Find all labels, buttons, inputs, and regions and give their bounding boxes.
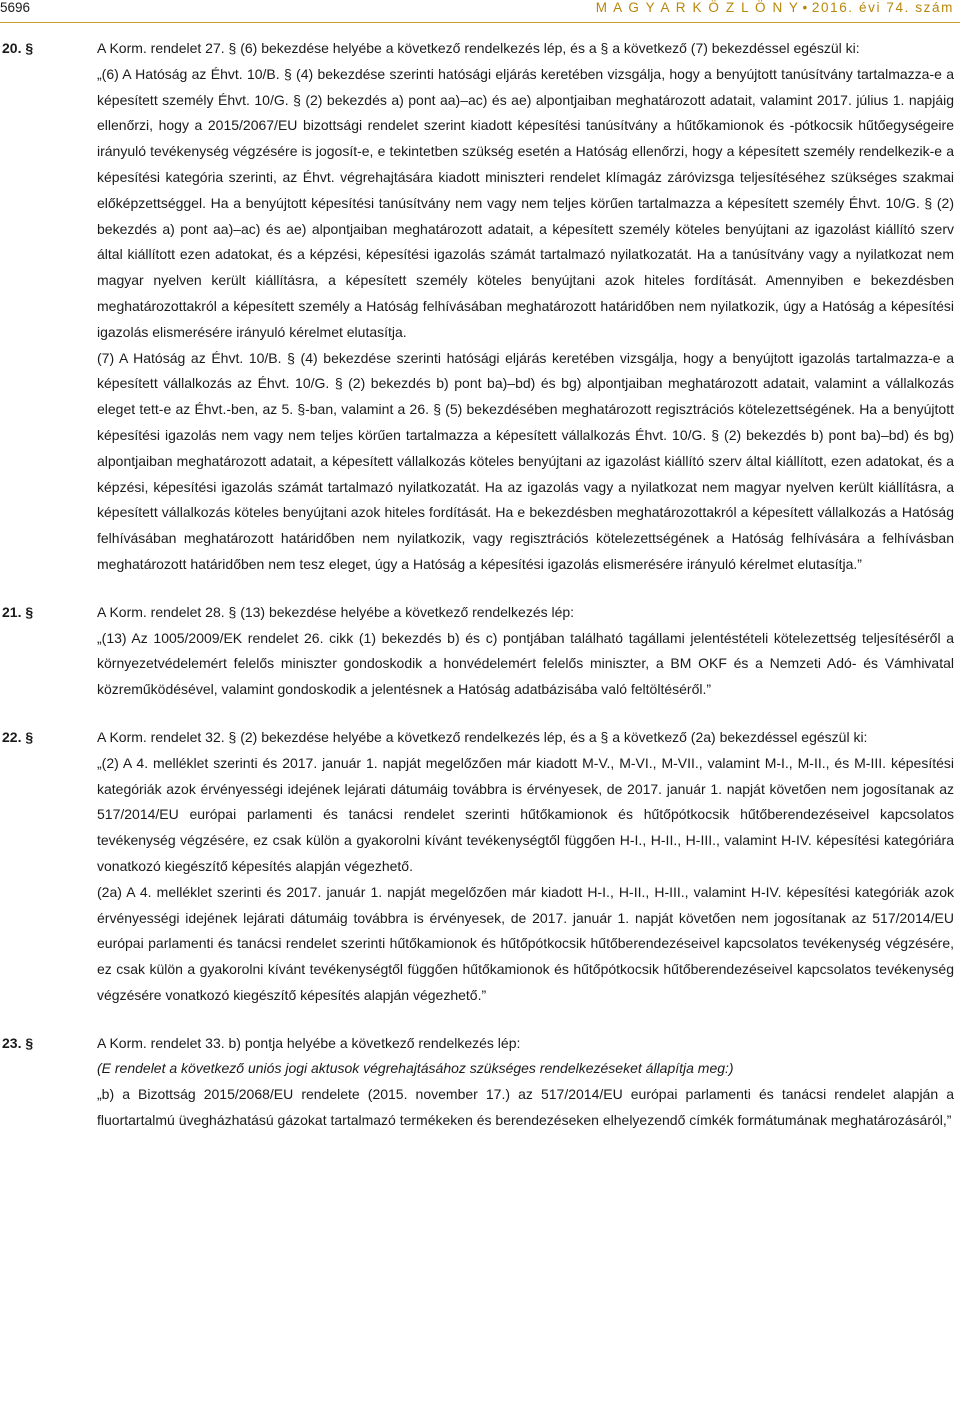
section-number: 23. § — [2, 1034, 34, 1051]
paragraph: „(13) Az 1005/2009/EK rendelet 26. cikk (1) bekezdés b) és c) pontjában található tagállami jelentéstételi kötelezettség teljesítéséről a környezetvédelemért felelős miniszter gondoskodik a honvédelemért felelős miniszter, a BM OKF és a Nemzeti Adó- és Vámhivatal közreműködésével, valamint gondoskodik a jelentésnek a Hatóság adatbázisába való feltöltéséről.” — [97, 629, 954, 698]
page-number: 5696 — [0, 0, 31, 15]
section-number: 22. § — [2, 728, 34, 745]
section-21 — [0, 600, 954, 703]
section-text — [97, 725, 954, 1009]
issue-number: 2016. évi 74. szám — [811, 0, 954, 15]
section-number: 20. § — [2, 40, 34, 56]
section-20 — [0, 36, 954, 578]
section-text — [97, 600, 954, 703]
document-body — [0, 36, 954, 1156]
journal-title: M A G Y A R K Ö Z L Ö N Y — [595, 0, 800, 15]
header-rule — [0, 22, 960, 23]
paragraph: (7) A Hatóság az Éhvt. 10/B. § (4) bekezdése szerinti hatósági eljárás keretében vizsgálja, hogy a benyújtott igazolás tartalmazza-e a képesített vállalkozás az Éhvt. 10/G. § (2) bekezdés b) pont ba)–bd) és bg) alpontjaiban meghatározott adatait, valamint a vállalkozás eleget tett-e az Éhvt.-ben, az 5. §-ban, valamint a 26. § (5) bekezdésében meghatározott regisztrációs kötelezettségének. Ha a benyújtott képesítési igazolás nem vagy nem teljes körűen tartalmazza a képesített vállalkozás Éhvt. 10/G. § (2) bekezdés b) pont ba)–bd) és bg) alpontjaiban meghatározott adatait, a képesített vállalkozás köteles benyújtani az igazolást kiállító szerv által kiállított, ezen adatokat, és a képzési, képesítési igazolás számát tartalmazó nyilatkozatát. Ha az igazolás vagy a nyilatkozat nem magyar nyelven került kiállításra, a képesített vállalkozás köteles benyújtani azok hiteles fordítását. Ha e bekezdésben meghatározottakról a képesített vállalkozás a Hatóság felhívásában meghatározott határidőben nem nyilatkozik, vagy regisztrációs kötelezettségének a Hatóság felhívására a felhívásban meghatározott határidőben nem tesz eleget, úgy a Hatóság a képesítési igazolás elismerésére irányuló kérelmet elutasítja.” — [97, 349, 954, 572]
section-22 — [0, 725, 954, 1009]
running-head — [596, 0, 954, 15]
paragraph: „b) a Bizottság 2015/2068/EU rendelete (2015. november 17.) az 517/2014/EU európai parlamenti és tanácsi rendelet alapján a fluortartalmú üvegházhatású gázokat tartalmazó termékeken és berendezéseken elhelyezendő címkék formátumának meghatározásáról,” — [97, 1086, 954, 1129]
paragraph: A Korm. rendelet 28. § (13) bekezdése helyébe a következő rendelkezés lép: — [97, 603, 575, 620]
section-number: 21. § — [2, 603, 34, 620]
paragraph: A Korm. rendelet 33. b) pontja helyébe a következő rendelkezés lép: — [97, 1034, 521, 1051]
page-header — [0, 0, 960, 22]
paragraph: „(2) A 4. melléklet szerinti és 2017. január 1. napját megelőzően már kiadott M-V., M-VI., M-VII., valamint M-I., M-II., és M-III. képesítési kategóriák azok érvényességi idejének lejárati dátumáig továbbra is érvényesek, de 2017. január 1. napját követően nem jogosítanak az 517/2014/EU európai parlamenti és tanácsi rendelet szerinti hűtőkamionok és hűtőpótkocsik hűtőberendezéseivel kapcsolatos tevékenység végzésére, ez csak külön a gyakorolni kívánt tevékenységtől függően H-I., H-II., H-III., valamint H-IV. képesítési kategóriára vonatkozó kiegészítő képesítés alapján végezhető. — [97, 754, 954, 874]
paragraph: (2a) A 4. melléklet szerinti és 2017. január 1. napját megelőzően már kiadott H-I., H-II., H-III., valamint H-IV. képesítési kategóriák azok érvényességi idejének lejárati dátumáig továbbra is érvényesek, de 2017. január 1. napját követően nem jogosítanak az 517/2014/EU európai parlamenti és tanácsi rendelet szerinti hűtőkamionok és hűtőpótkocsik hűtőberendezéseivel kapcsolatos tevékenység végzésére, ez csak külön a gyakorolni kívánt tevékenységtől függően hűtőkamionok és hűtőpótkocsik hűtőberendezéseivel kapcsolatos tevékenység végzésére vonatkozó kiegészítő képesítés alapján végezhető.” — [97, 883, 954, 1003]
header-separator: • — [802, 0, 809, 15]
italic-paragraph: (E rendelet a következő uniós jogi aktusok végrehajtásához szükséges rendelkezéseket állapítja meg:) — [97, 1060, 734, 1077]
paragraph: A Korm. rendelet 27. § (6) bekezdése helyébe a következő rendelkezés lép, és a § a következő (7) bekezdéssel egészül ki: — [97, 40, 860, 56]
paragraph: „(6) A Hatóság az Éhvt. 10/B. § (4) bekezdése szerinti hatósági eljárás keretében vizsgálja, hogy a benyújtott tanúsítvány tartalmazza-e a képesített személy Éhvt. 10/G. § (2) bekezdés a) pont aa)–ac) és ae) alpontjaiban meghatározott adatait, valamint 2017. július 1. napjáig ellenőrzi, hogy a 2015/2067/EU bizottsági rendelet szerint kiadott képesítési tanúsítvány a hűtőkamionok és -pótkocsik hűtőegységeire irányuló tevékenység végzésére is jogosít-e, e tekintetben szükség esetén a Hatóság ellenőrzi, hogy a képesített személy rendelkezik-e a képesítési kategória szerinti, az Éhvt. végrehajtására kiadott miniszteri rendelet klímagáz záróvizsga teljesítéséhez szükséges szakmai előképzettséggel. Ha a benyújtott képesítési tanúsítvány nem vagy nem teljes körűen tartalmazza a képesített személy Éhvt. 10/G. § (2) bekezdés a) pont aa)–ac) és ae) alpontjaiban meghatározott adatait, a képesített személy köteles benyújtani az igazolást kiállító szerv által kiállított ezen adatokat, és a képzési, képesítési igazolás számát tartalmazó nyilatkozatát. Ha a tanúsítvány vagy a nyilatkozat nem magyar nyelven került kiállításra, a képesített személy köteles benyújtani azok hiteles fordítását. Amennyiben e bekezdésben meghatározottakról a képesített személy a Hatóság felhívásában meghatározott határidőben nem nyilatkozik, úgy a Hatóság a képesítési igazolás elismerésére irányuló kérelmet elutasítja. — [97, 65, 954, 340]
paragraph: A Korm. rendelet 32. § (2) bekezdése helyébe a következő rendelkezés lép, és a § a következő (2a) bekezdéssel egészül ki: — [97, 728, 868, 745]
section-text — [97, 36, 954, 578]
section-23 — [0, 1031, 954, 1134]
section-text — [97, 1031, 954, 1134]
